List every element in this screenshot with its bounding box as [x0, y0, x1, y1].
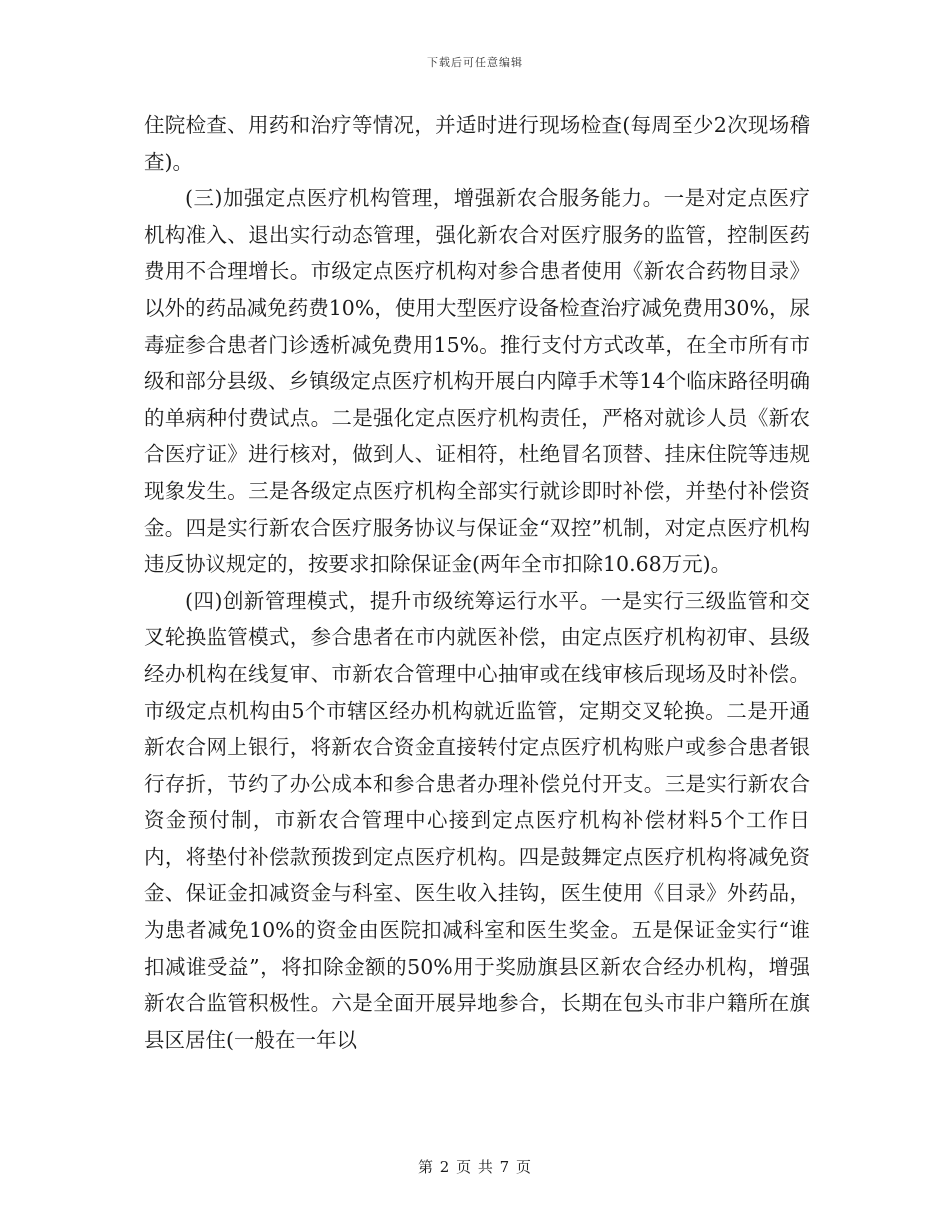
page-header: 下载后可任意编辑 — [427, 56, 523, 69]
paragraph-section-three: (三)加强定点医疗机构管理，增强新农合服务能力。一是对定点医疗机构准入、退出实行动态管理，强化新农合对医疗服务的监管，控制医药费用不合理增长。市级定点医疗机构对参合患者使用《新农合药物目录》以外的药品减免药费10%，使用大型医疗设备检查治疗减免费用30%，尿毒症参合患者门诊透析减免费用15%。推行支付方式改革，在全市所有市级和部分县级、乡镇级定点医疗机构开展白内障手术等14个临床路径明确的单病种付费试点。二是强化定点医疗机构责任，严格对就诊人员《新农合医疗证》进行核对，做到人、证相符，杜绝冒名顶替、挂床住院等违规现象发生。三是各级定点医疗机构全部实行就诊即时补偿，并垫付补偿资金。四是实行新农合医疗服务协议与保证金“双控”机制，对定点医疗机构违反协议规定的，按要求扣除保证金(两年全市扣除10.68万元)。 — [144, 186, 810, 577]
paragraph-section-four: (四)创新管理模式，提升市级统筹运行水平。一是实行三级监管和交叉轮换监管模式，参合患者在市内就医补偿，由定点医疗机构初审、县级经办机构在线复审、市新农合管理中心抽审或在线审核后现场及时补偿。市级定点机构由5个市辖区经办机构就近监管，定期交叉轮换。二是开通新农合网上银行，将新农合资金直接转付定点医疗机构账户或参合患者银行存折，节约了办公成本和参合患者办理补偿兑付开支。三是实行新农合资金预付制，市新农合管理中心接到定点医疗机构补偿材料5个工作日内，将垫付补偿款预拨到定点医疗机构。四是鼓舞定点医疗机构将减免资金、保证金扣减资金与科室、医生收入挂钩，医生使用《目录》外药品，为患者减免10%的资金由医院扣减科室和医生奖金。五是保证金实行“谁扣减谁受益”，将扣除金额的50%用于奖励旗县区新农合经办机构，增强新农合监管积极性。六是全面开展异地参合，长期在包头市非户籍所在旗县区居住(一般在一年以 — [144, 588, 810, 1052]
document-body — [144, 107, 810, 1058]
page-number-footer: 第 2 页 共 7 页 — [418, 1158, 532, 1176]
paragraph-continuation: 住院检查、用药和治疗等情况，并适时进行现场检查(每周至少2次现场稽查)。 — [144, 113, 810, 174]
